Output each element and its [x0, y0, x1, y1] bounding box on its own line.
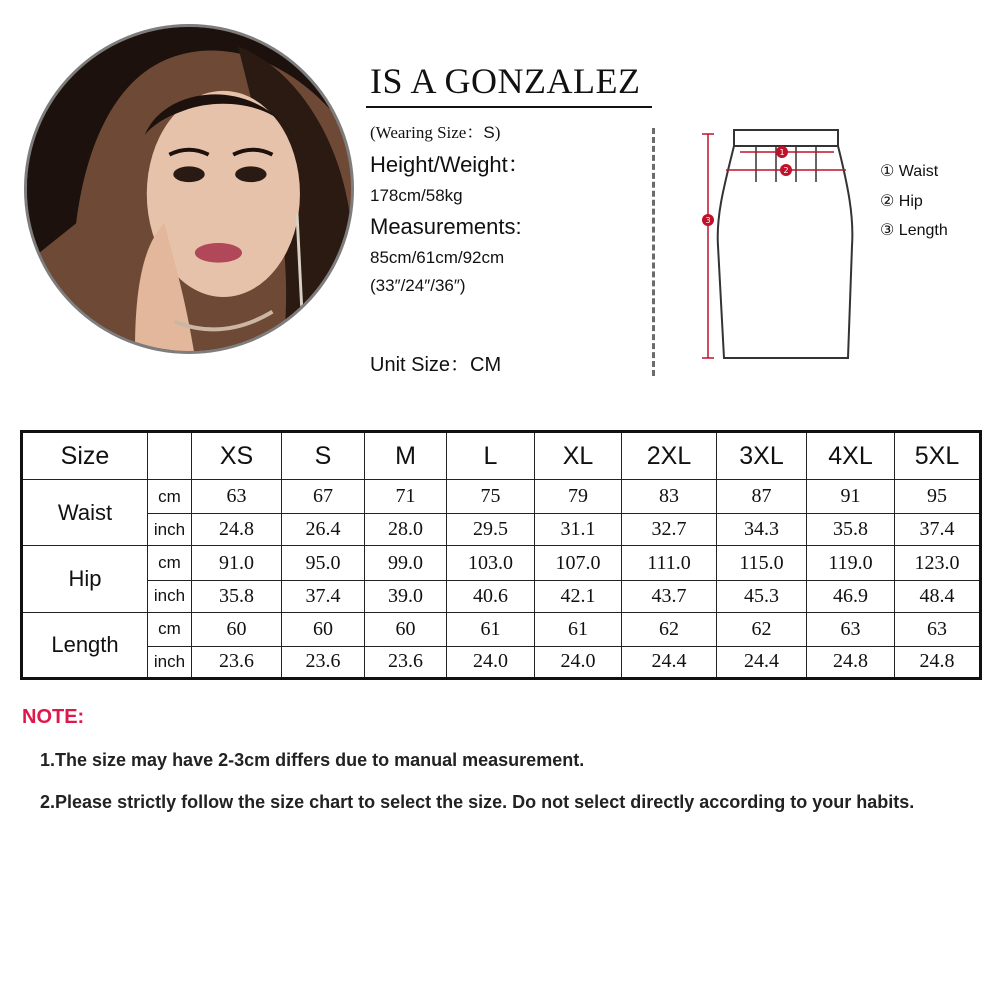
wearing-size-value: S — [483, 123, 495, 142]
measurements-cm: 85cm/61cm/92cm — [370, 248, 505, 267]
brand-title: IS A GONZALEZ — [370, 61, 641, 101]
table-cell: 43.7 — [622, 580, 717, 612]
size-col-2xl: 2XL — [622, 432, 717, 480]
table-row — [22, 514, 981, 546]
height-weight-label: Height/Weight： — [370, 152, 530, 177]
table-cell: 91.0 — [192, 546, 282, 580]
table-cell: 23.6 — [192, 646, 282, 678]
table-cell: 37.4 — [282, 580, 365, 612]
size-col-s: S — [282, 432, 365, 480]
size-header: Size — [22, 432, 148, 480]
unit-cell: inch — [148, 514, 192, 546]
note-title: NOTE: — [22, 706, 85, 728]
row-label-length: Length — [22, 612, 148, 678]
model-portrait-illustration — [27, 27, 351, 351]
table-cell: 83 — [622, 480, 717, 514]
waist-marker-label: 1 — [779, 148, 785, 157]
table-cell: 37.4 — [895, 514, 981, 546]
table-cell: 35.8 — [807, 514, 895, 546]
table-cell: 123.0 — [895, 546, 981, 580]
table-cell: 24.0 — [447, 646, 535, 678]
table-cell: 103.0 — [447, 546, 535, 580]
table-cell: 29.5 — [447, 514, 535, 546]
size-col-m: M — [365, 432, 447, 480]
table-cell: 95 — [895, 480, 981, 514]
divider-dashed — [652, 128, 655, 376]
table-cell: 119.0 — [807, 546, 895, 580]
table-row — [22, 580, 981, 612]
table-cell: 99.0 — [365, 546, 447, 580]
table-cell: 60 — [365, 612, 447, 646]
table-cell: 23.6 — [282, 646, 365, 678]
table-cell: 67 — [282, 480, 365, 514]
table-cell: 61 — [447, 612, 535, 646]
unit-header-blank — [148, 432, 192, 480]
table-cell: 95.0 — [282, 546, 365, 580]
table-cell: 75 — [447, 480, 535, 514]
legend-waist: ① Waist — [880, 163, 939, 180]
unit-cell: cm — [148, 612, 192, 646]
table-cell: 24.8 — [807, 646, 895, 678]
size-col-xs: XS — [192, 432, 282, 480]
skirt-diagram — [690, 126, 870, 366]
model-photo — [24, 24, 354, 354]
unit-size — [370, 348, 501, 377]
note-line-2: 2.Please strictly follow the size chart to select the size. Do not select directly according to your habits. — [40, 792, 915, 812]
table-cell: 23.6 — [365, 646, 447, 678]
note-line-1: 1.The size may have 2-3cm differs due to manual measurement. — [40, 750, 585, 770]
table-cell: 42.1 — [535, 580, 622, 612]
length-marker-label: 3 — [705, 216, 711, 225]
unit-size-value: CM — [470, 354, 502, 376]
table-cell: 45.3 — [717, 580, 807, 612]
table-cell: 24.8 — [895, 646, 981, 678]
table-cell: 46.9 — [807, 580, 895, 612]
height-weight-value: 178cm/58kg — [370, 186, 463, 205]
table-cell: 24.8 — [192, 514, 282, 546]
table-cell: 79 — [535, 480, 622, 514]
table-cell: 61 — [535, 612, 622, 646]
hip-marker-label: 2 — [783, 166, 789, 175]
table-cell: 111.0 — [622, 546, 717, 580]
table-cell: 63 — [807, 612, 895, 646]
table-cell: 87 — [717, 480, 807, 514]
table-cell: 62 — [622, 612, 717, 646]
unit-cell: cm — [148, 480, 192, 514]
wearing-size-close: ) — [494, 123, 501, 142]
wearing-size — [370, 118, 500, 143]
table-cell: 39.0 — [365, 580, 447, 612]
table-row — [22, 546, 981, 580]
size-col-xl: XL — [535, 432, 622, 480]
table-cell: 60 — [192, 612, 282, 646]
table-header-row — [22, 432, 981, 480]
table-cell: 31.1 — [535, 514, 622, 546]
table-cell: 34.3 — [717, 514, 807, 546]
table-cell: 63 — [192, 480, 282, 514]
table-cell: 24.4 — [622, 646, 717, 678]
table-row — [22, 612, 981, 646]
table-cell: 63 — [895, 612, 981, 646]
table-cell: 115.0 — [717, 546, 807, 580]
table-cell: 26.4 — [282, 514, 365, 546]
table-cell: 40.6 — [447, 580, 535, 612]
table-cell: 107.0 — [535, 546, 622, 580]
unit-size-label: Unit Size： — [370, 354, 471, 376]
row-label-waist: Waist — [22, 480, 148, 546]
table-cell: 24.4 — [717, 646, 807, 678]
brand-underline — [366, 106, 652, 108]
table-cell: 60 — [282, 612, 365, 646]
unit-cell: inch — [148, 646, 192, 678]
legend-hip: ② Hip — [880, 193, 923, 210]
size-col-5xl: 5XL — [895, 432, 981, 480]
table-cell: 62 — [717, 612, 807, 646]
table-cell: 71 — [365, 480, 447, 514]
table-cell: 91 — [807, 480, 895, 514]
measurements-inch: (33″/24″/36″) — [370, 276, 466, 295]
table-cell: 28.0 — [365, 514, 447, 546]
table-row — [22, 646, 981, 678]
size-col-3xl: 3XL — [717, 432, 807, 480]
table-cell: 48.4 — [895, 580, 981, 612]
table-cell: 32.7 — [622, 514, 717, 546]
table-cell: 24.0 — [535, 646, 622, 678]
measurements-label: Measurements: — [370, 214, 522, 239]
legend-length: ③ Length — [880, 222, 948, 239]
table-row — [22, 480, 981, 514]
unit-cell: cm — [148, 546, 192, 580]
wearing-size-label: (Wearing Size： — [370, 123, 484, 142]
size-chart-table — [20, 430, 982, 680]
unit-cell: inch — [148, 580, 192, 612]
size-col-4xl: 4XL — [807, 432, 895, 480]
table-cell: 35.8 — [192, 580, 282, 612]
size-col-l: L — [447, 432, 535, 480]
row-label-hip: Hip — [22, 546, 148, 612]
